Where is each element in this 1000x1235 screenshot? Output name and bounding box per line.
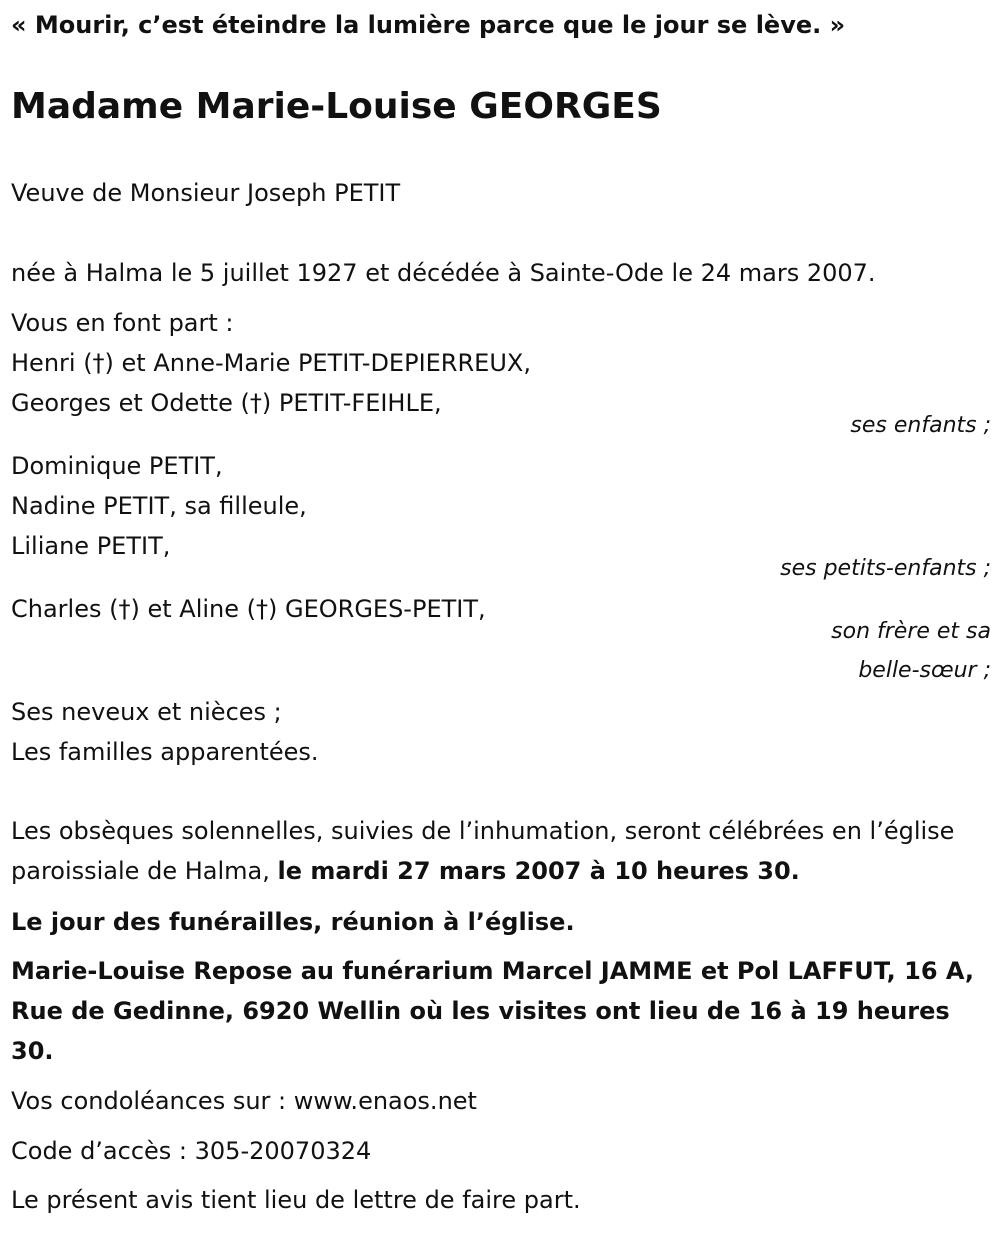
meeting: Le jour des funérailles, réunion à l’église. (11, 908, 575, 936)
funeral-date: le mardi 27 mars 2007 à 10 heures 30. (277, 857, 800, 885)
grandchildren-role: ses petits-enfants ; (780, 556, 991, 581)
sibling-role-1: son frère et sa (831, 619, 991, 644)
nephews: Ses neveux et nièces ; (11, 698, 282, 726)
condolences: Vos condoléances sur : www.enaos.net (11, 1087, 477, 1115)
grandchild-2: Nadine PETIT, sa filleule, (11, 492, 307, 520)
families: Les familles apparentées. (11, 738, 319, 766)
rest-location: Marie-Louise Repose au funérarium Marcel JAMME et Pol LAFFUT, 16 A, Rue de Gedinne, 6920 Wellin où les visites ont lieu de 16 à 19 heures 30. (11, 957, 975, 1065)
widow-of: Veuve de Monsieur Joseph PETIT (11, 179, 401, 207)
grandchild-3: Liliane PETIT, (11, 532, 171, 560)
deceased-name: Madame Marie-Louise GEORGES (11, 86, 662, 127)
child-1: Henri (†) et Anne-Marie PETIT-DEPIERREUX, (11, 349, 531, 377)
funeral-paragraph (11, 811, 991, 891)
child-2: Georges et Odette (†) PETIT-FEIHLE, (11, 389, 442, 417)
access-code: Code d’accès : 305-20070324 (11, 1137, 372, 1165)
birth-death: née à Halma le 5 juillet 1927 et décédée à Sainte-Ode le 24 mars 2007. (11, 259, 876, 287)
grandchild-1: Dominique PETIT, (11, 452, 223, 480)
funeral-text: Les obsèques solennelles, suivies de l’inhumation, seront célébrées en l’église paroissiale de Halma, (11, 817, 955, 885)
intro: Vous en font part : (11, 309, 234, 337)
sibling: Charles (†) et Aline (†) GEORGES-PETIT, (11, 595, 486, 623)
sibling-role-2: belle-sœur ; (858, 658, 991, 683)
quote: « Mourir, c’est éteindre la lumière parce que le jour se lève. » (11, 11, 846, 39)
notice: Le présent avis tient lieu de lettre de faire part. (11, 1186, 581, 1214)
children-role: ses enfants ; (850, 413, 991, 438)
